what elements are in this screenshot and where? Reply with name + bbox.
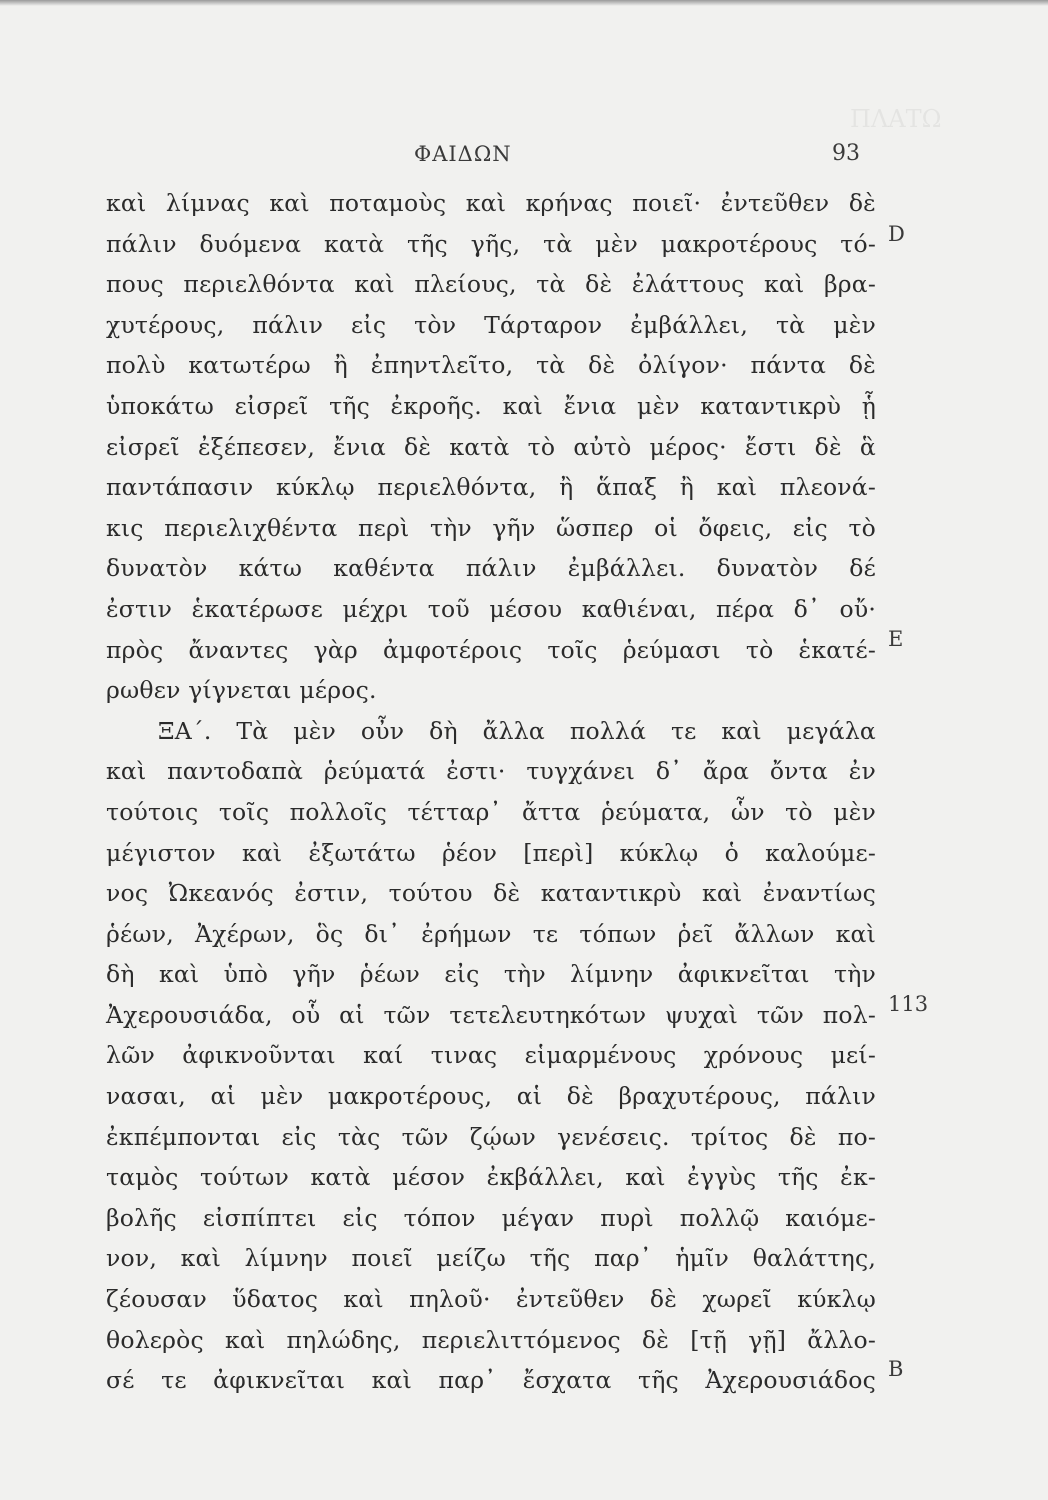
text-line: κις περιελιχθέντα περὶ τὴν γῆν ὥσπερ οἱ ὄφεις, εἰς τὸ: [106, 513, 876, 542]
text-line: βολῆς εἰσπίπτει εἰς τόπον μέγαν πυρὶ πολλῷ καιόμε-: [106, 1203, 876, 1232]
text-line: δὴ καὶ ὑπὸ γῆν ῥέων εἰς τὴν λίμνην ἀφικνεῖται τὴν: [106, 960, 876, 989]
page-top-edge: [0, 0, 1048, 6]
text-line: ρωθεν γίγνεται μέρος.: [106, 676, 377, 705]
section-start-line: ΞΑ΄. Τὰ μὲν οὖν δὴ ἄλλα πολλά τε καὶ μεγάλα: [158, 716, 876, 745]
text-line: εἰσρεῖ ἐξέπεσεν, ἔνια δὲ κατὰ τὸ αὐτὸ μέρος· ἔστι δὲ ἃ: [106, 432, 876, 461]
text-line: μέγιστον καὶ ἐξωτάτω ῥέον [περὶ] κύκλῳ ὁ καλούμε-: [106, 838, 876, 867]
margin-marker-b: B: [888, 1357, 904, 1381]
text-line: πρὸς ἄναντες γὰρ ἀμφοτέροις τοῖς ῥεύμασι τὸ ἑκατέ-: [106, 635, 876, 664]
text-line: ῥέων, Ἀχέρων, ὃς δι᾽ ἐρήμων τε τόπων ῥεῖ ἄλλων καὶ: [106, 919, 876, 948]
show-through-text: ΠΛΑΤΩ: [850, 105, 942, 133]
text-line: νασαι, αἱ μὲν μακροτέρους, αἱ δὲ βραχυτέρους, πάλιν: [106, 1082, 876, 1111]
margin-marker-e: E: [888, 627, 904, 651]
text-line: ἐστιν ἑκατέρωσε μέχρι τοῦ μέσου καθιέναι, πέρα δ᾽ οὔ·: [106, 594, 876, 623]
text-line: τούτοις τοῖς πολλοῖς τέτταρ᾽ ἄττα ῥεύματα, ὧν τὸ μὲν: [106, 797, 876, 826]
page-number: 93: [832, 141, 860, 166]
text-line: παντάπασιν κύκλῳ περιελθόντα, ἢ ἅπαξ ἢ καὶ πλεονά-: [106, 473, 876, 502]
text-line: χυτέρους, πάλιν εἰς τὸν Τάρταρον ἐμβάλλει, τὰ μὲν: [106, 310, 876, 339]
text-line: πολὺ κατωτέρω ἢ ἐπηντλεῖτο, τὰ δὲ ὀλίγον· πάντα δὲ: [106, 351, 876, 380]
text-line: πους περιελθόντα καὶ πλείους, τὰ δὲ ἐλάττους καὶ βρα-: [106, 270, 876, 299]
greek-text-body: [106, 183, 876, 1401]
text-line: καὶ παντοδαπὰ ῥεύματά ἐστι· τυγχάνει δ᾽ ἄρα ὄντα ἐν: [106, 757, 876, 786]
stephanus-page-number: 113: [888, 992, 929, 1016]
text-line: θολερὸς καὶ πηλώδης, περιελιττόμενος δὲ [τῇ γῇ] ἄλλο-: [106, 1325, 876, 1354]
text-line: δυνατὸν κάτω καθέντα πάλιν ἐμβάλλει. δυνατὸν δέ: [106, 554, 876, 583]
text-line: σέ τε ἀφικνεῖται καὶ παρ᾽ ἔσχατα τῆς Ἀχερουσιάδος: [106, 1366, 876, 1395]
text-line: πάλιν δυόμενα κατὰ τῆς γῆς, τὰ μὲν μακροτέρους τό-: [106, 229, 876, 258]
margin-marker-d: D: [888, 222, 905, 246]
text-line: ταμὸς τούτων κατὰ μέσον ἐκβάλλει, καὶ ἐγγὺς τῆς ἐκ-: [106, 1163, 876, 1192]
text-line: νος Ὠκεανός ἐστιν, τούτου δὲ καταντικρὺ καὶ ἐναντίως: [106, 879, 876, 908]
text-line: Ἀχερουσιάδα, οὗ αἱ τῶν τετελευτηκότων ψυχαὶ τῶν πολ-: [106, 1000, 876, 1029]
text-line: ζέουσαν ὕδατος καὶ πηλοῦ· ἐντεῦθεν δὲ χωρεῖ κύκλῳ: [106, 1285, 876, 1314]
text-line: ἐκπέμπονται εἰς τὰς τῶν ζῴων γενέσεις. τρίτος δὲ πο-: [106, 1122, 876, 1151]
running-title: ΦΑΙΔΩΝ: [414, 142, 512, 166]
text-line: λῶν ἀφικνοῦνται καί τινας εἱμαρμένους χρόνους μεί-: [106, 1041, 876, 1070]
text-line: καὶ λίμνας καὶ ποταμοὺς καὶ κρήνας ποιεῖ· ἐντεῦθεν δὲ: [106, 189, 876, 217]
text-line: νον, καὶ λίμνην ποιεῖ μείζω τῆς παρ᾽ ἡμῖν θαλάττης,: [106, 1244, 876, 1273]
text-line: ὑποκάτω εἰσρεῖ τῆς ἐκροῆς. καὶ ἔνια μὲν καταντικρὺ ᾗ: [106, 391, 876, 420]
